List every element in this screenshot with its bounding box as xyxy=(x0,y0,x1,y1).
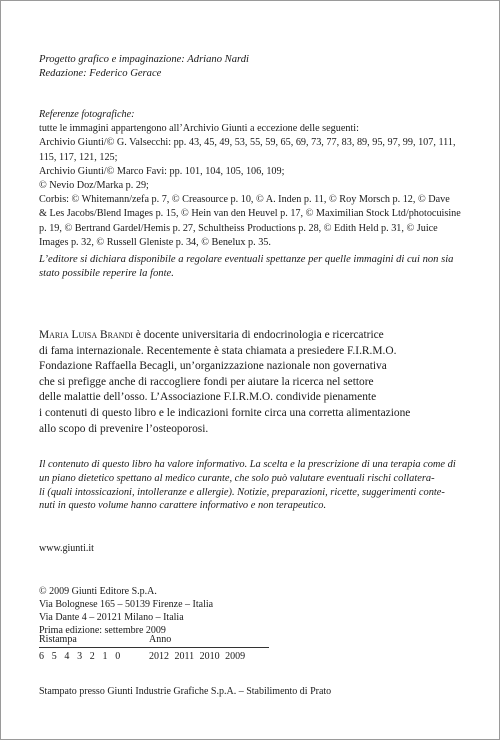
photo-credit-line: Images p. 32, © Russell Gleniste p. 34, © Benelux p. 35. xyxy=(39,236,271,248)
author-bio-line: allo scopo di prevenire l’osteoporosi. xyxy=(39,422,209,435)
author-bio-text: è docente universitaria di endocrinologia e ricercatrice xyxy=(132,329,384,341)
address-line: Via Bolognese 165 – 50139 Firenze – Italia xyxy=(39,599,214,610)
author-bio-line: Fondazione Raffaella Becagli, un’organizzazione nazionale non governativa xyxy=(39,360,387,373)
anno-values: 2012 2011 2010 2009 xyxy=(149,651,246,662)
ristampa-label: Ristampa xyxy=(39,634,77,645)
design-credit: Progetto grafico e impaginazione: Adriano Nardi xyxy=(39,54,250,65)
photo-credit-line: 115, 117, 121, 125; xyxy=(39,151,118,163)
author-bio-line: che si prefigge anche di raccogliere fondi per aiutare la ricerca nel settore xyxy=(39,375,374,388)
imprint xyxy=(39,585,469,637)
print-run-table xyxy=(39,634,269,665)
legal-line: nuti in questo volume hanno carattere informativo e non terapeutico. xyxy=(39,500,327,512)
disclaimer-line: stato possibile reperire la fonte. xyxy=(39,268,174,279)
author-bio-line xyxy=(39,328,469,344)
copyright-line: © 2009 Giunti Editore S.p.A. xyxy=(39,586,157,597)
author-bio-line: i contenuti di questo libro e le indicazioni fornite circa una corretta alimentazione xyxy=(39,406,411,419)
anno-label: Anno xyxy=(149,634,172,645)
photo-credit-line: Archivio Giunti/© G. Valsecchi: pp. 43, 45, 49, 53, 55, 59, 65, 69, 73, 77, 83, 89, 95, 97, 99, 107, 111, xyxy=(39,137,456,149)
photo-credits xyxy=(39,108,469,250)
photo-credit-line: p. 19, © Bertrand Gardel/Hemis p. 27, Schultheiss Productions p. 28, © Edith Held p. 31, © Juice xyxy=(39,222,438,234)
printer-line: Stampato presso Giunti Industrie Grafiche S.p.A. – Stabilimento di Prato xyxy=(39,686,332,697)
photo-credit-line: tutte le immagini appartengono all’Archivio Giunti a eccezione delle seguenti: xyxy=(39,123,359,135)
photo-credit-line: Corbis: © Whitemann/zefa p. 7, © Creasource p. 10, © A. Inden p. 11, © Roy Morsch p. 12, © Dave xyxy=(39,194,450,206)
disclaimer-line: L’editore si dichiara disponibile a regolare eventuali spettanze per quelle immagini di cui non sia xyxy=(39,254,454,265)
author-bio xyxy=(39,328,469,437)
legal-line: un piano dietetico spettano al medico curante, che solo può valutare eventuali rischi collatera- xyxy=(39,472,435,484)
edition-line: Prima edizione: settembre 2009 xyxy=(39,625,166,636)
author-name: Maria Luisa Brandi xyxy=(39,329,133,341)
editorial-credit: Redazione: Federico Gerace xyxy=(39,68,162,79)
legal-line: li (quali intossicazioni, intolleranze e allergie). Notizie, preparazioni, ricette, suggerimenti conte- xyxy=(39,486,445,498)
credits xyxy=(39,53,469,81)
legal-line: Il contenuto di questo libro ha valore informativo. La scelta e la prescrizione di una terapia come di xyxy=(39,459,456,470)
website-url: www.giunti.it xyxy=(39,543,94,554)
photo-credit-line: © Nevio Doz/Marka p. 29; xyxy=(39,180,149,192)
author-bio-line: di fama internazionale. Recentemente è stata chiamata a presiedere F.I.R.M.O. xyxy=(39,344,397,357)
photo-credits-heading: Referenze fotografiche: xyxy=(39,109,135,120)
publisher-disclaimer xyxy=(39,253,469,281)
website xyxy=(39,542,469,556)
legal-notice xyxy=(39,458,469,513)
ristampa-values: 6 5 4 3 2 1 0 xyxy=(39,651,123,662)
print-run-header xyxy=(39,634,269,648)
address-line: Via Dante 4 – 20121 Milano – Italia xyxy=(39,612,184,623)
author-bio-line: delle malattie dell’osso. L’Associazione F.I.R.M.O. condivide pienamente xyxy=(39,391,377,404)
photo-credit-line: Archivio Giunti/© Marco Favi: pp. 101, 104, 105, 106, 109; xyxy=(39,165,285,177)
photo-credit-line: & Les Jacobs/Blend Images p. 15, © Hein van den Heuvel p. 17, © Maximilian Stock Ltd/photocuisine xyxy=(39,208,461,220)
print-run-values xyxy=(39,651,269,665)
